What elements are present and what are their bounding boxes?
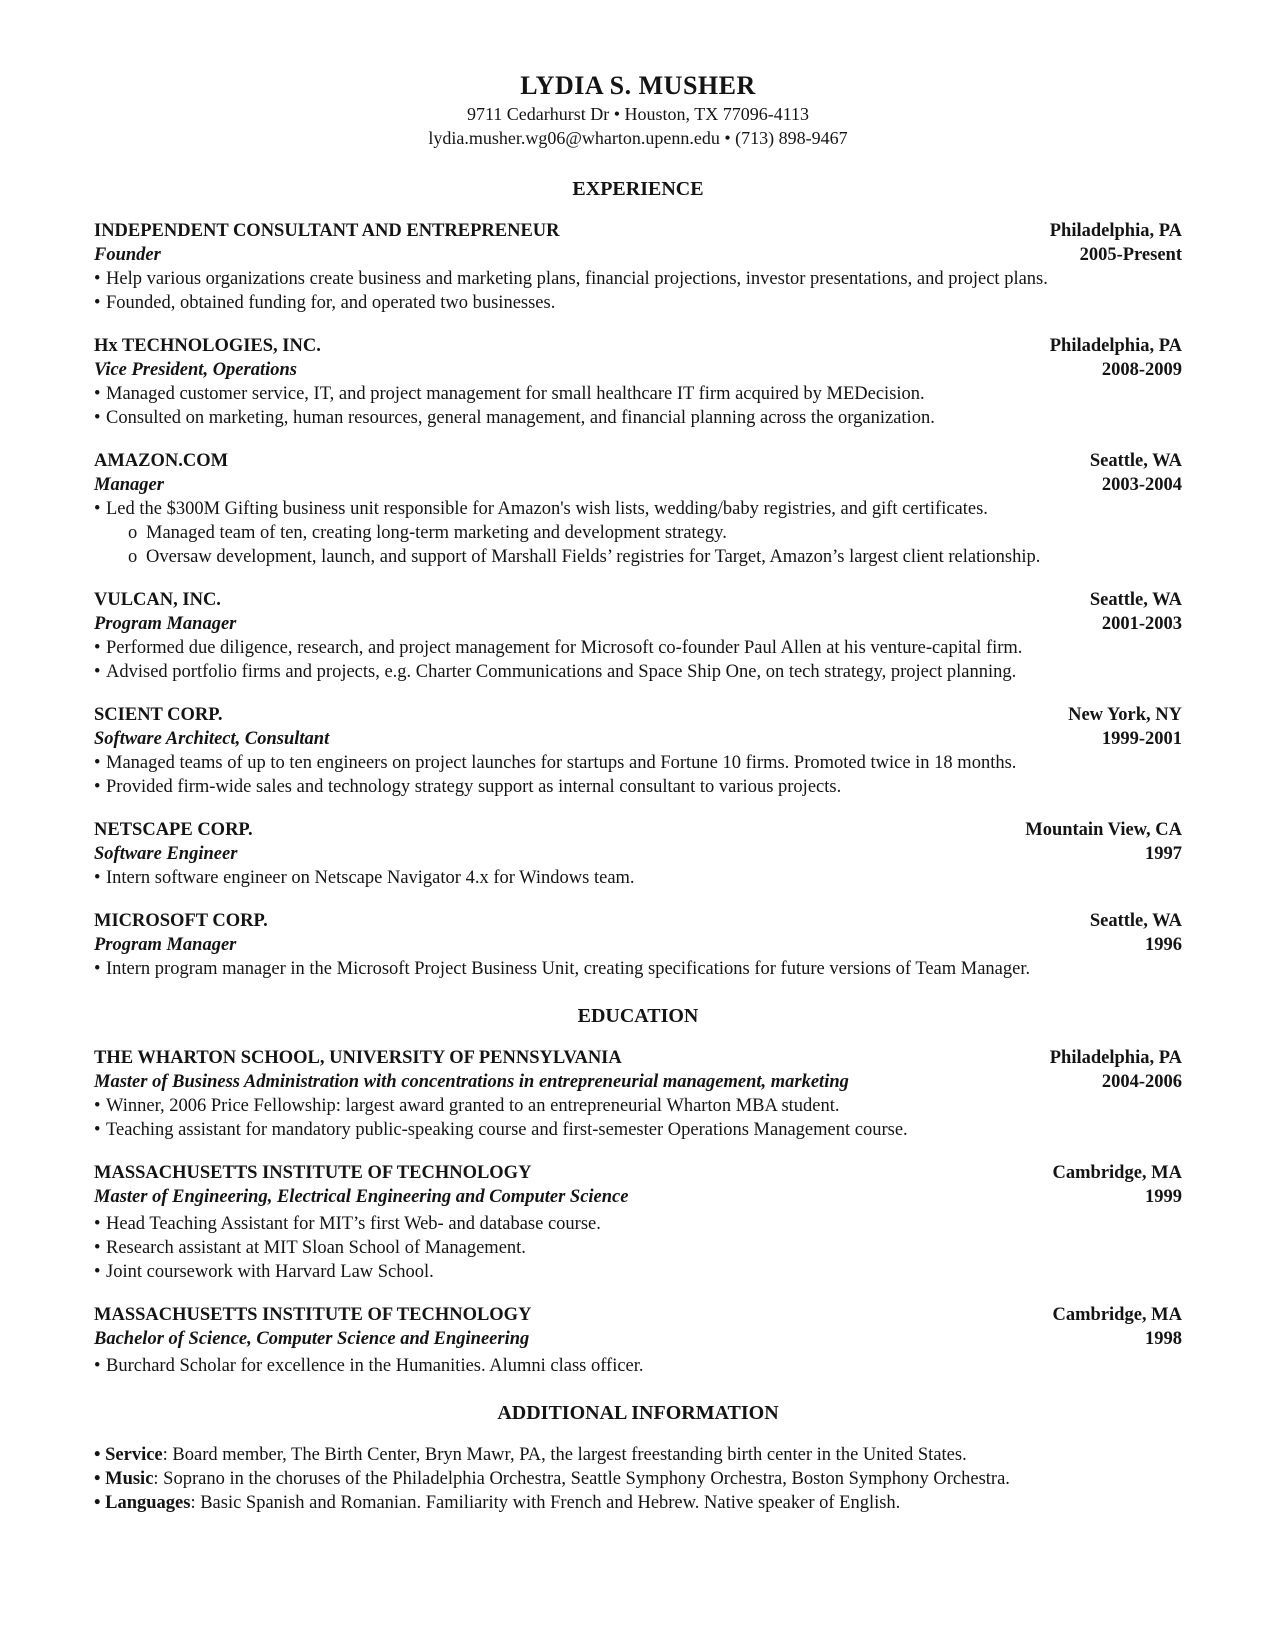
entry-header-row xyxy=(94,334,1182,358)
role-title: Vice President, Operations xyxy=(94,360,297,380)
entry xyxy=(94,334,1182,430)
organization-name: MICROSOFT CORP. xyxy=(94,911,268,931)
bullet-icon: • xyxy=(94,269,101,289)
bullet-text: Help various organizations create business and marketing plans, financial projections, investor presentations, and project plans. xyxy=(106,269,1048,289)
organization-name: INDEPENDENT CONSULTANT AND ENTREPRENEUR xyxy=(94,221,560,241)
bullet-icon: • xyxy=(94,1469,106,1489)
bullet-icon: • xyxy=(94,638,101,658)
bullet-icon: • xyxy=(94,1096,101,1116)
bullet-icon: • xyxy=(94,753,101,773)
bullet-text: Head Teaching Assistant for MIT’s first Web- and database course. xyxy=(106,1214,601,1234)
role-title: Manager xyxy=(94,475,164,495)
date-range: 1999 xyxy=(1145,1187,1182,1207)
bullet-icon: • xyxy=(94,1493,106,1513)
organization-name: SCIENT CORP. xyxy=(94,705,223,725)
entry-header-row xyxy=(94,1046,1182,1070)
entry xyxy=(94,909,1182,981)
bullet-item xyxy=(94,382,1182,406)
organization-name: MASSACHUSETTS INSTITUTE OF TECHNOLOGY xyxy=(94,1305,532,1325)
sub-bullet-text: Oversaw development, launch, and support of Marshall Fields’ registries for Target, Amazon’s largest client relationship. xyxy=(146,547,1041,567)
entry-header-row xyxy=(94,1303,1182,1327)
bullet-text: Winner, 2006 Price Fellowship: largest award granted to an entrepreneurial Wharton MBA student. xyxy=(106,1096,840,1116)
entry-role-row xyxy=(94,842,1182,866)
bullet-item xyxy=(94,636,1182,660)
bullet-item xyxy=(94,957,1182,981)
role-title: Program Manager xyxy=(94,614,237,634)
info-key: Languages xyxy=(105,1493,191,1513)
date-range: 1997 xyxy=(1145,844,1182,864)
location: Seattle, WA xyxy=(1089,590,1182,610)
bullet-icon: • xyxy=(94,1356,101,1376)
bullet-icon: • xyxy=(94,1120,101,1140)
bullet-text: Performed due diligence, research, and project management for Microsoft co-founder Paul Allen at his venture-capital firm. xyxy=(106,638,1023,658)
location: New York, NY xyxy=(1068,705,1182,725)
degree-title: Bachelor of Science, Computer Science and Engineering xyxy=(94,1329,530,1349)
bullet-item xyxy=(94,1094,1182,1118)
entry xyxy=(94,219,1182,315)
info-text: : Board member, The Birth Center, Bryn Mawr, PA, the largest freestanding birth center in the United States. xyxy=(162,1445,967,1465)
location: Philadelphia, PA xyxy=(1049,221,1182,241)
entry xyxy=(94,449,1182,569)
education-heading: EDUCATION xyxy=(577,1005,699,1027)
bullet-text: Teaching assistant for mandatory public-speaking course and first-semester Operations Management course. xyxy=(106,1120,908,1140)
role-title: Software Engineer xyxy=(94,844,238,864)
date-range: 2004-2006 xyxy=(1101,1072,1182,1092)
location: Philadelphia, PA xyxy=(1049,336,1182,356)
bullet-item xyxy=(94,406,1182,430)
organization-name: NETSCAPE CORP. xyxy=(94,820,253,840)
bullet-icon: • xyxy=(94,1445,106,1465)
organization-name: Hx TECHNOLOGIES, INC. xyxy=(94,336,321,356)
bullet-item xyxy=(94,267,1182,291)
bullet-icon: • xyxy=(94,868,101,888)
entry xyxy=(94,1303,1182,1378)
bullet-icon: • xyxy=(94,1262,101,1282)
bullet-item xyxy=(94,1236,1182,1260)
role-title: Founder xyxy=(94,245,161,265)
additional-info-item xyxy=(94,1491,1182,1515)
entry-role-row xyxy=(94,473,1182,497)
entry-role-row xyxy=(94,933,1182,957)
entry-header-row xyxy=(94,818,1182,842)
info-text: : Soprano in the choruses of the Philadelphia Orchestra, Seattle Symphony Orchestra, Boston Symphony Orchestra. xyxy=(153,1469,1010,1489)
degree-title: Master of Engineering, Electrical Engineering and Computer Science xyxy=(94,1187,629,1207)
experience-list xyxy=(94,219,1182,981)
organization-name: AMAZON.COM xyxy=(94,451,229,471)
entry-header-row xyxy=(94,219,1182,243)
bullet-text: Advised portfolio firms and projects, e.g. Charter Communications and Space Ship One, on tech strategy, project planning. xyxy=(106,662,1017,682)
location: Philadelphia, PA xyxy=(1049,1048,1182,1068)
additional-info-item xyxy=(94,1443,1182,1467)
bullet-text: Intern program manager in the Microsoft Project Business Unit, creating specifications for future versions of Team Manager. xyxy=(106,959,1031,979)
entry-role-row xyxy=(94,1185,1182,1209)
location: Seattle, WA xyxy=(1089,911,1182,931)
additional-info-item xyxy=(94,1467,1182,1491)
entry-header-row xyxy=(94,449,1182,473)
location: Cambridge, MA xyxy=(1052,1163,1182,1183)
bullet-icon: • xyxy=(94,1238,101,1258)
additional-list xyxy=(94,1443,1182,1515)
bullet-text: Founded, obtained funding for, and operated two businesses. xyxy=(106,293,556,313)
bullet-text: Provided firm-wide sales and technology strategy support as internal consultant to various projects. xyxy=(106,777,842,797)
bullet-text: Intern software engineer on Netscape Navigator 4.x for Windows team. xyxy=(106,868,635,888)
entry-role-row xyxy=(94,1327,1182,1351)
location: Seattle, WA xyxy=(1089,451,1182,471)
entry xyxy=(94,703,1182,799)
sub-bullet-item xyxy=(94,521,1182,545)
date-range: 2001-2003 xyxy=(1101,614,1182,634)
bullet-text: Managed customer service, IT, and project management for small healthcare IT firm acquired by MEDecision. xyxy=(106,384,925,404)
experience-heading: EXPERIENCE xyxy=(572,178,704,200)
info-text: : Basic Spanish and Romanian. Familiarity with French and Hebrew. Native speaker of English. xyxy=(190,1493,901,1513)
bullet-item xyxy=(94,291,1182,315)
bullet-item xyxy=(94,1118,1182,1142)
bullet-icon: • xyxy=(94,662,101,682)
bullet-text: Managed teams of up to ten engineers on project launches for startups and Fortune 10 firms. Promoted twice in 18 months. xyxy=(106,753,1017,773)
date-range: 1999-2001 xyxy=(1101,729,1182,749)
entry-role-row xyxy=(94,1070,1182,1094)
date-range: 1998 xyxy=(1145,1329,1182,1349)
entry-header-row xyxy=(94,1161,1182,1185)
resume-page xyxy=(94,70,1182,1515)
circle-bullet-icon: o xyxy=(128,547,138,567)
bullet-icon: • xyxy=(94,408,101,428)
entry-header-row xyxy=(94,909,1182,933)
address-line: 9711 Cedarhurst Dr • Houston, TX 77096-4113 xyxy=(466,104,810,124)
date-range: 2005-Present xyxy=(1079,245,1182,265)
resume-header xyxy=(94,70,1182,150)
email-phone-line: lydia.musher.wg06@wharton.upenn.edu • (713) 898-9467 xyxy=(428,128,848,148)
bullet-item xyxy=(94,1212,1182,1236)
entry xyxy=(94,1161,1182,1284)
education-list xyxy=(94,1046,1182,1378)
candidate-name: LYDIA S. MUSHER xyxy=(520,71,756,100)
bullet-text: Burchard Scholar for excellence in the Humanities. Alumni class officer. xyxy=(106,1356,644,1376)
entry-role-row xyxy=(94,358,1182,382)
role-title: Program Manager xyxy=(94,935,237,955)
entry-role-row xyxy=(94,612,1182,636)
bullet-icon: • xyxy=(94,959,101,979)
organization-name: VULCAN, INC. xyxy=(94,590,221,610)
entry xyxy=(94,588,1182,684)
date-range: 2003-2004 xyxy=(1101,475,1182,495)
entry xyxy=(94,818,1182,890)
bullet-item xyxy=(94,751,1182,775)
entry-header-row xyxy=(94,703,1182,727)
bullet-icon: • xyxy=(94,777,101,797)
sub-bullet-text: Managed team of ten, creating long-term marketing and development strategy. xyxy=(146,523,727,543)
bullet-item xyxy=(94,866,1182,890)
bullet-item xyxy=(94,1354,1182,1378)
degree-title: Master of Business Administration with concentrations in entrepreneurial management, marketing xyxy=(94,1072,849,1092)
role-title: Software Architect, Consultant xyxy=(94,729,330,749)
circle-bullet-icon: o xyxy=(128,523,138,543)
bullet-item xyxy=(94,775,1182,799)
entry-role-row xyxy=(94,243,1182,267)
bullet-icon: • xyxy=(94,499,101,519)
bullet-item xyxy=(94,497,1182,521)
date-range: 1996 xyxy=(1145,935,1182,955)
info-key: Music xyxy=(105,1469,154,1489)
additional-heading: ADDITIONAL INFORMATION xyxy=(497,1402,779,1424)
bullet-item xyxy=(94,1260,1182,1284)
location: Mountain View, CA xyxy=(1025,820,1182,840)
bullet-text: Led the $300M Gifting business unit responsible for Amazon's wish lists, wedding/baby registries, and gift certificates. xyxy=(106,499,988,519)
bullet-text: Consulted on marketing, human resources, general management, and financial planning across the organization. xyxy=(106,408,935,428)
location: Cambridge, MA xyxy=(1052,1305,1182,1325)
bullet-text: Research assistant at MIT Sloan School of Management. xyxy=(106,1238,526,1258)
bullet-icon: • xyxy=(94,1214,101,1234)
entry-role-row xyxy=(94,727,1182,751)
bullet-text: Joint coursework with Harvard Law School. xyxy=(106,1262,434,1282)
entry-header-row xyxy=(94,588,1182,612)
organization-name: THE WHARTON SCHOOL, UNIVERSITY OF PENNSYLVANIA xyxy=(94,1048,622,1068)
organization-name: MASSACHUSETTS INSTITUTE OF TECHNOLOGY xyxy=(94,1163,532,1183)
entry xyxy=(94,1046,1182,1142)
bullet-item xyxy=(94,660,1182,684)
info-key: Service xyxy=(105,1445,163,1465)
sub-bullet-item xyxy=(94,545,1182,569)
bullet-icon: • xyxy=(94,293,101,313)
date-range: 2008-2009 xyxy=(1101,360,1182,380)
bullet-icon: • xyxy=(94,384,101,404)
